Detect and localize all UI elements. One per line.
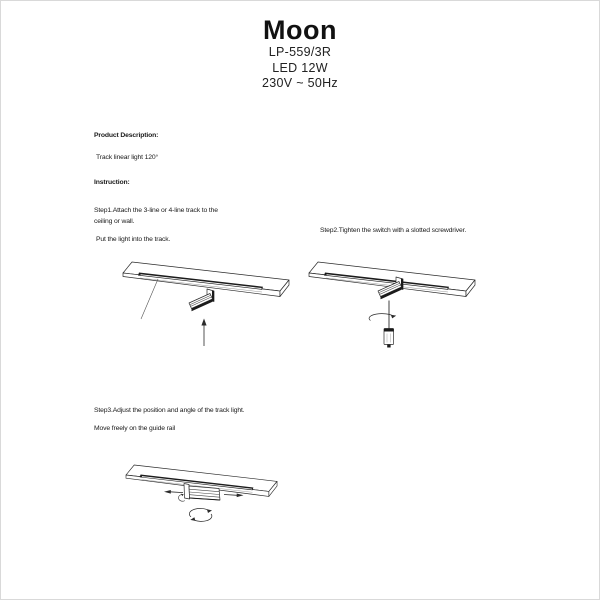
- step2-text: Step2.Tighten the switch with a slotted screwdriver.: [320, 227, 467, 234]
- model-number: LP-559/3R: [268, 45, 332, 59]
- swivel-arrow-icon: [179, 494, 185, 501]
- step3-note: Move freely on the guide rail: [94, 425, 176, 432]
- step3-text: Step3.Adjust the position and angle of the track light.: [94, 407, 245, 414]
- step2-diagram: [301, 254, 501, 354]
- product-description-label: Product Description:: [94, 132, 159, 139]
- light-connector: [189, 289, 214, 311]
- right-arrow-icon: [224, 494, 244, 498]
- product-description-text: Track linear light 120°: [96, 154, 159, 161]
- voltage: 230V ~ 50Hz: [262, 76, 338, 90]
- left-arrow-icon: [164, 490, 183, 494]
- step3-diagram: [106, 449, 306, 564]
- leader-line: [141, 279, 158, 319]
- product-specs: [1, 45, 599, 92]
- track-rail: [123, 262, 289, 297]
- step1-note: Put the light into the track.: [96, 236, 171, 243]
- step1-line2: ceiling or wall.: [94, 218, 135, 225]
- step1-text: [94, 205, 254, 227]
- product-title: Moon: [263, 15, 337, 45]
- wattage: LED 12W: [272, 60, 328, 75]
- rotation-arrow-icon: [189, 508, 212, 521]
- screwdriver-icon: [384, 301, 394, 348]
- step1-line1: Step1.Attach the 3-line or 4-line track to the: [94, 207, 218, 214]
- up-arrow-icon: [201, 319, 206, 347]
- rotation-arrow-icon: [369, 314, 396, 321]
- instruction-label: Instruction:: [94, 179, 130, 186]
- step1-diagram: [96, 254, 296, 354]
